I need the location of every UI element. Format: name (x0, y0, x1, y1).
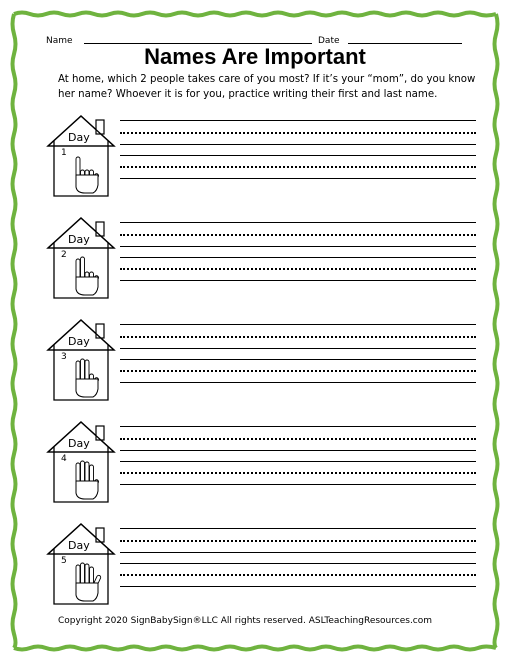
solid-guide-line (120, 257, 476, 258)
day-number: 1 (61, 148, 67, 158)
solid-guide-line (120, 246, 476, 247)
dotted-midline (120, 132, 476, 134)
day-label: Day (68, 233, 90, 246)
name-label: Name (46, 36, 73, 46)
counting-hand-icon (71, 253, 103, 301)
day-number: 4 (61, 454, 67, 464)
dotted-midline (120, 472, 476, 474)
practice-row (44, 318, 480, 408)
solid-guide-line (120, 450, 476, 451)
counting-hand-icon (71, 559, 103, 607)
solid-guide-line (120, 382, 476, 383)
copyright-footer: Copyright 2020 SignBabySign®LLC All rights reserved. ASLTeachingResources.com (58, 616, 433, 626)
dotted-midline (120, 540, 476, 542)
solid-guide-line (120, 155, 476, 156)
day-number: 5 (61, 556, 67, 566)
day-number: 3 (61, 352, 67, 362)
counting-hand-icon (71, 355, 103, 403)
solid-guide-line (120, 324, 476, 325)
solid-guide-line (120, 348, 476, 349)
solid-guide-line (120, 484, 476, 485)
solid-guide-line (120, 563, 476, 564)
solid-guide-line (120, 426, 476, 427)
worksheet-title: Names Are Important (144, 44, 366, 69)
solid-guide-line (120, 552, 476, 553)
practice-row (44, 114, 480, 204)
date-label: Date (318, 36, 340, 46)
dotted-midline (120, 268, 476, 270)
handwriting-lines[interactable] (120, 216, 476, 280)
day-label: Day (68, 131, 90, 144)
handwriting-lines[interactable] (120, 114, 476, 178)
solid-guide-line (120, 144, 476, 145)
solid-guide-line (120, 461, 476, 462)
dotted-midline (120, 336, 476, 338)
day-number: 2 (61, 250, 67, 260)
handwriting-lines[interactable] (120, 522, 476, 586)
practice-row (44, 216, 480, 306)
solid-guide-line (120, 178, 476, 179)
dotted-midline (120, 574, 476, 576)
dotted-midline (120, 370, 476, 372)
day-label: Day (68, 437, 90, 450)
solid-guide-line (120, 359, 476, 360)
practice-row (44, 522, 480, 612)
counting-hand-icon (71, 457, 103, 505)
practice-row (44, 420, 480, 510)
solid-guide-line (120, 586, 476, 587)
instructions-text: At home, which 2 people takes care of you most? If it’s your “mom”, do you know her name? Whoever it is for you, practice writing their first and last name. (58, 74, 476, 100)
dotted-midline (120, 166, 476, 168)
handwriting-lines[interactable] (120, 318, 476, 382)
dotted-midline (120, 234, 476, 236)
handwriting-lines[interactable] (120, 420, 476, 484)
solid-guide-line (120, 222, 476, 223)
solid-guide-line (120, 528, 476, 529)
solid-guide-line (120, 120, 476, 121)
solid-guide-line (120, 280, 476, 281)
dotted-midline (120, 438, 476, 440)
day-label: Day (68, 335, 90, 348)
day-label: Day (68, 539, 90, 552)
counting-hand-icon (71, 151, 103, 199)
